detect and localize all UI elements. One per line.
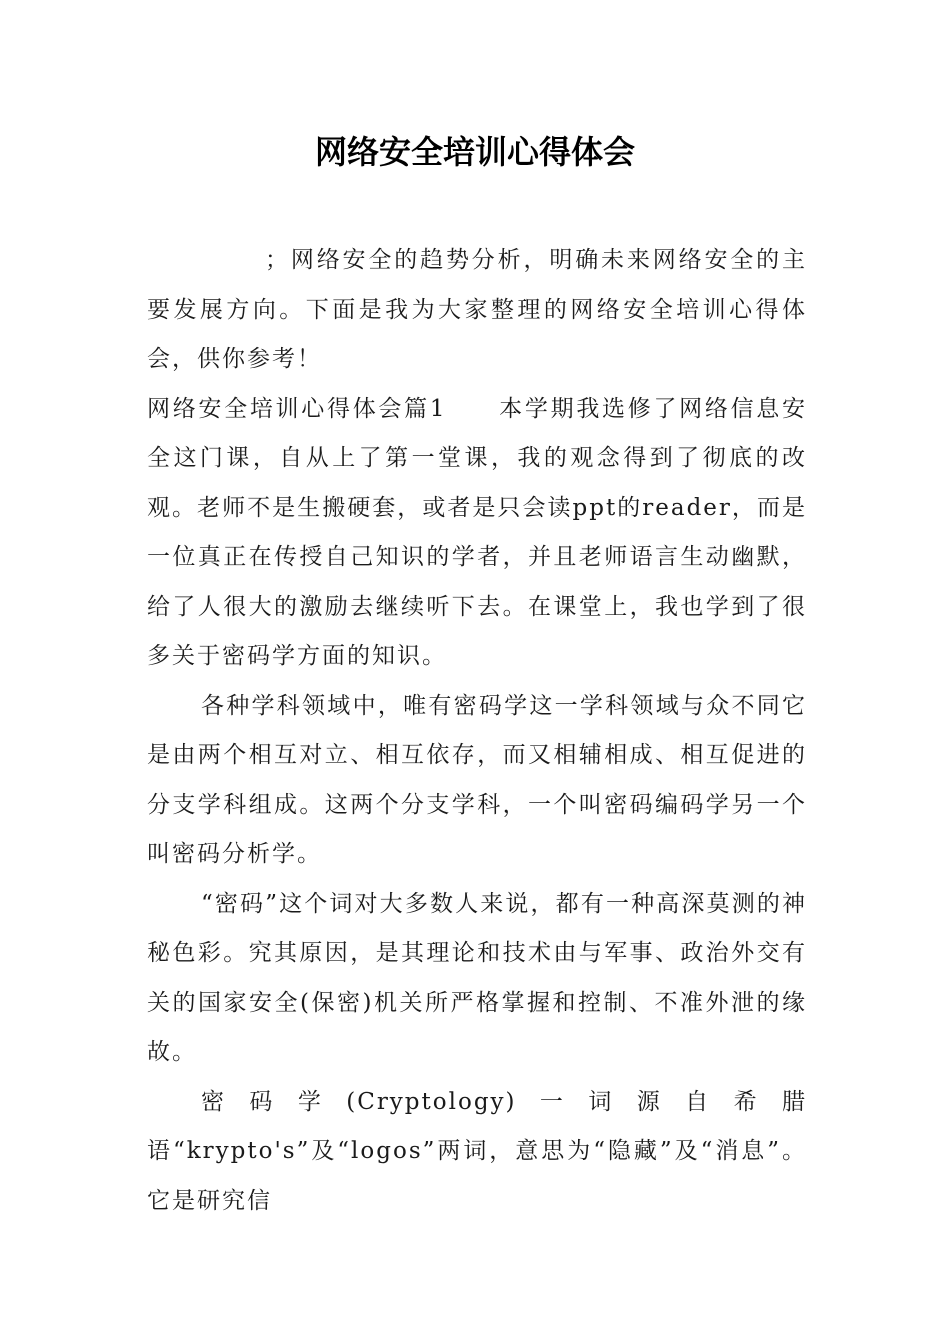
document-title: 网络安全培训心得体会 (314, 133, 635, 171)
paragraph-3: “密码”这个词对大多数人来说，都有一种高深莫测的神秘色彩。究其原因，是其理论和技术由与军事、政治外交有关的国家安全(保密)机关所严格掌握和控制、不准外泄的缘故。 (147, 890, 807, 1065)
section-heading: 网络安全培训心得体会篇1 (147, 395, 447, 422)
document-body (147, 236, 807, 1226)
section-paragraph (147, 385, 807, 682)
paragraph-2: 各种学科领域中，唯有密码学这一学科领域与众不同它是由两个相互对立、相互依存，而又相辅相成、相互促进的分支学科组成。这两个分支学科，一个叫密码编码学另一个叫密码分析学。 (147, 692, 807, 867)
intro-paragraph: ；网络安全的趋势分析，明确未来网络安全的主要发展方向。下面是我为大家整理的网络安全培训心得体会，供你参考！ (147, 247, 807, 372)
paragraph-1: 本学期我选修了网络信息安全这门课，自从上了第一堂课，我的观念得到了彻底的改观。老师不是生搬硬套，或者是只会读ppt的reader，而是一位真正在传授自己知识的学者，并且老师语言生动幽默，给了人很大的激励去继续听下去。在课堂上，我也学到了很多关于密码学方面的知识。 (147, 395, 808, 669)
paragraph-4: 密码学(Cryptology)一词源自希腊语“krypto's”及“logos”两词，意思为“隐藏”及“消息”。它是研究信 (147, 1088, 807, 1214)
